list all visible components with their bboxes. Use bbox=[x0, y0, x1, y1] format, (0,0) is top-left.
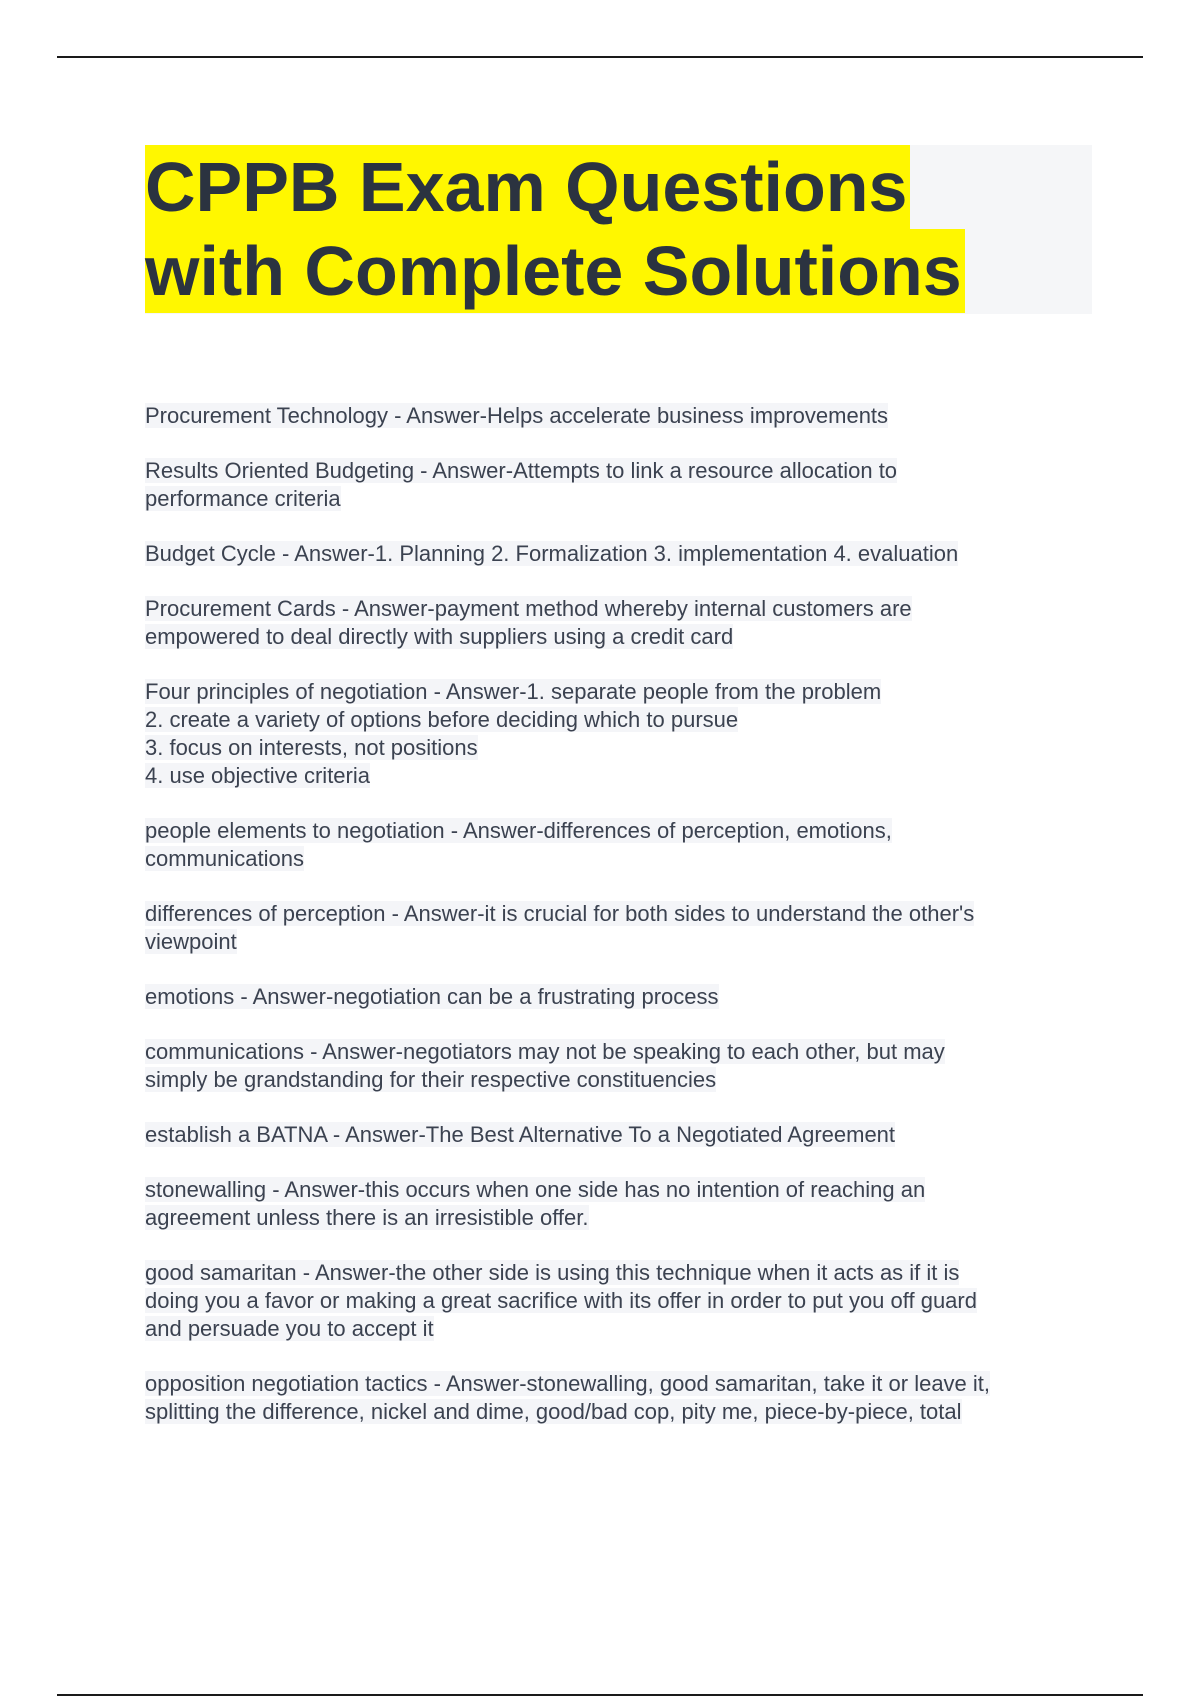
qa-item bbox=[145, 457, 1105, 513]
qa-item bbox=[145, 402, 1105, 430]
page-title bbox=[145, 145, 1092, 313]
qa-item bbox=[145, 678, 1105, 790]
qa-text: establish a BATNA - Answer-The Best Alternative To a Negotiated Agreement bbox=[145, 1122, 896, 1147]
qa-text: Procurement Cards - Answer-payment method whereby internal customers are empowered to deal directly with suppliers using a credit card bbox=[145, 596, 912, 649]
qa-text: good samaritan - Answer-the other side is using this technique when it acts as if it is doing you a favor or making a great sacrifice with its offer in order to put you off guard and persuade you to accept it bbox=[145, 1260, 977, 1341]
qa-item bbox=[145, 983, 1105, 1011]
qa-text: Budget Cycle - Answer-1. Planning 2. Formalization 3. implementation 4. evaluation bbox=[145, 541, 959, 566]
title-block bbox=[145, 145, 1092, 314]
qa-item bbox=[145, 1259, 1105, 1343]
qa-text: emotions - Answer-negotiation can be a frustrating process bbox=[145, 984, 719, 1009]
bottom-rule bbox=[57, 1694, 1143, 1696]
qa-item bbox=[145, 540, 1105, 568]
qa-item bbox=[145, 1370, 1105, 1426]
title-line-1: CPPB Exam Questions bbox=[145, 145, 910, 229]
qa-text: opposition negotiation tactics - Answer-stonewalling, good samaritan, take it or leave it, splitting the difference, nickel and dime, good/bad cop, pity me, piece-by-piece, total bbox=[145, 1371, 991, 1424]
top-rule bbox=[57, 56, 1143, 58]
qa-item bbox=[145, 595, 1105, 651]
qa-list bbox=[145, 402, 1105, 1453]
qa-item bbox=[145, 1038, 1105, 1094]
qa-text: Results Oriented Budgeting - Answer-Attempts to link a resource allocation to performance criteria bbox=[145, 458, 898, 511]
qa-text: communications - Answer-negotiators may not be speaking to each other, but may simply be grandstanding for their respective constituencies bbox=[145, 1039, 945, 1092]
qa-text: Procurement Technology - Answer-Helps accelerate business improvements bbox=[145, 403, 889, 428]
qa-item bbox=[145, 900, 1105, 956]
qa-text: Four principles of negotiation - Answer-1. separate people from the problem 2. create a variety of options before deciding which to pursue 3. focus on interests, not positions 4. use objective criteria bbox=[145, 679, 882, 788]
qa-text: differences of perception - Answer-it is crucial for both sides to understand the other's viewpoint bbox=[145, 901, 975, 954]
title-line-2: with Complete Solutions bbox=[145, 229, 965, 313]
qa-item bbox=[145, 817, 1105, 873]
qa-text: stonewalling - Answer-this occurs when one side has no intention of reaching an agreement unless there is an irresistible offer. bbox=[145, 1177, 926, 1230]
qa-item bbox=[145, 1176, 1105, 1232]
qa-item bbox=[145, 1121, 1105, 1149]
qa-text: people elements to negotiation - Answer-differences of perception, emotions, communications bbox=[145, 818, 892, 871]
